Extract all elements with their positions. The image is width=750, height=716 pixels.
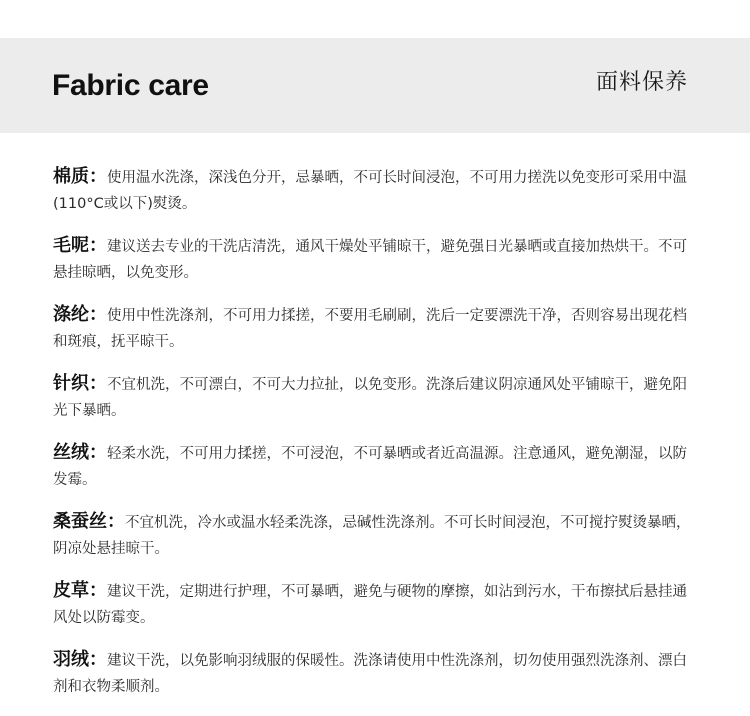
care-label: 桑蚕丝： [53,511,125,532]
care-label: 丝绒： [53,442,107,463]
care-item-down [53,647,698,700]
care-label: 棉质： [53,166,107,187]
care-text: 不宜机洗，不可漂白，不可大力拉扯，以免变形。洗涤后建议阴凉通风处平铺晾干，避免阳光下暴晒。 [53,377,687,419]
care-item-wool [53,233,698,286]
care-label: 毛呢： [53,235,107,256]
care-item-cotton [53,164,698,217]
care-text: 使用温水洗涤，深浅色分开，忌暴晒，不可长时间浸泡，不可用力搓洗以免变形可采用中温(110°C或以下)熨烫。 [53,170,687,212]
care-text: 建议干洗，以免影响羽绒服的保暖性。洗涤请使用中性洗涤剂，切勿使用强烈洗涤剂、漂白剂和衣物柔顺剂。 [53,653,687,695]
header-band [0,38,750,133]
care-label: 皮草： [53,580,107,601]
care-item-fur [53,578,698,631]
care-label: 涤纶： [53,304,107,325]
care-label: 针织： [53,373,107,394]
care-text: 建议送去专业的干洗店清洗，通风干燥处平铺晾干，避免强日光暴晒或直接加热烘干。不可悬挂晾晒，以免变形。 [53,239,687,281]
page-title-chinese: 面料保养 [595,70,688,95]
care-item-polyester [53,302,698,355]
care-item-knit [53,371,698,424]
care-item-mulberry-silk [53,509,698,562]
care-label: 羽绒： [53,649,107,670]
care-list [53,164,698,716]
care-text: 不宜机洗，冷水或温水轻柔洗涤，忌碱性洗涤剂。不可长时间浸泡，不可搅拧熨烫暴晒，阴凉处悬挂晾干。 [53,515,691,557]
care-text: 建议干洗，定期进行护理，不可暴晒，避免与硬物的摩擦，如沾到污水，干布擦拭后悬挂通风处以防霉变。 [53,584,687,626]
care-text: 使用中性洗涤剂，不可用力揉搓，不要用毛刷刷，洗后一定要漂洗干净，否则容易出现花档和斑痕，抚平晾干。 [53,308,687,350]
page-title: Fabric care [52,69,209,102]
care-text: 轻柔水洗，不可用力揉搓，不可浸泡，不可暴晒或者近高温源。注意通风，避免潮湿，以防发霉。 [53,446,687,488]
care-item-velvet [53,440,698,493]
